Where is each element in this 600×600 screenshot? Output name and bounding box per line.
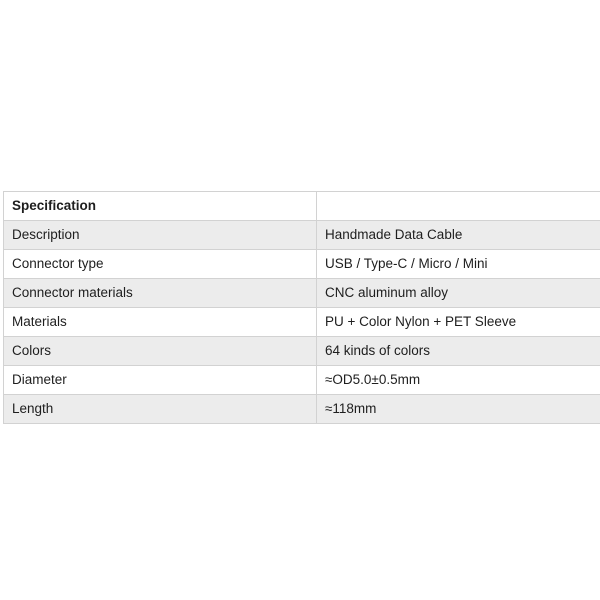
table-row — [4, 279, 600, 308]
specification-table-container — [3, 191, 597, 424]
row-label: Description — [4, 221, 317, 250]
table-row — [4, 308, 600, 337]
row-label: Diameter — [4, 366, 317, 395]
table-header-row — [4, 192, 600, 221]
row-value: 64 kinds of colors — [317, 337, 600, 366]
table-row — [4, 221, 600, 250]
row-value: CNC aluminum alloy — [317, 279, 600, 308]
row-label: Connector materials — [4, 279, 317, 308]
row-label: Colors — [4, 337, 317, 366]
table-row — [4, 366, 600, 395]
table-row — [4, 250, 600, 279]
row-value: USB / Type-C / Micro / Mini — [317, 250, 600, 279]
row-value: PU + Color Nylon + PET Sleeve — [317, 308, 600, 337]
specification-table — [3, 191, 600, 424]
table-row — [4, 337, 600, 366]
table-row — [4, 395, 600, 424]
row-label: Materials — [4, 308, 317, 337]
row-label: Length — [4, 395, 317, 424]
row-label: Connector type — [4, 250, 317, 279]
row-value: ≈118mm — [317, 395, 600, 424]
table-header-label: Specification — [4, 192, 317, 221]
table-header-value — [317, 192, 600, 221]
row-value: Handmade Data Cable — [317, 221, 600, 250]
row-value: ≈OD5.0±0.5mm — [317, 366, 600, 395]
